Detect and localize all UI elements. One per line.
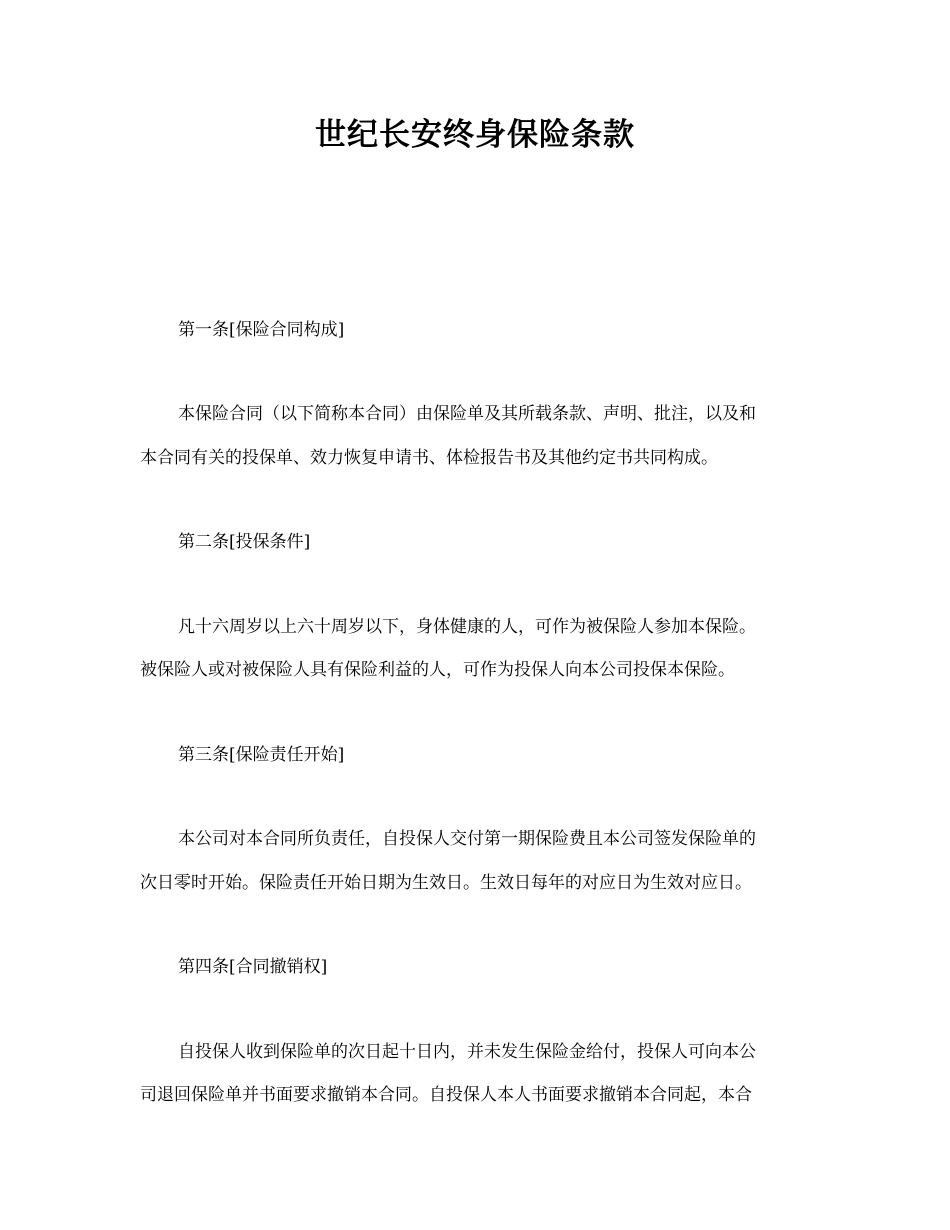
article-3-heading: 第三条[保险责任开始]	[178, 745, 345, 765]
article-4-heading: 第四条[合同撤销权]	[178, 957, 328, 977]
document-title: 世纪长安终身保险条款	[315, 117, 635, 153]
article-2-line-1: 凡十六周岁以上六十周岁以下，身体健康的人，可作为被保险人参加本保险。	[178, 617, 756, 637]
article-1-line-2: 本合同有关的投保单、效力恢复申请书、体检报告书及其他约定书共同构成。	[140, 448, 718, 468]
article-3-line-2: 次日零时开始。保险责任开始日期为生效日。生效日每年的对应日为生效对应日。	[140, 873, 752, 893]
article-2-heading: 第二条[投保条件]	[178, 532, 311, 552]
article-3-line-1: 本公司对本合同所负责任，自投保人交付第一期保险费且本公司签发保险单的	[178, 829, 756, 849]
article-2-line-2: 被保险人或对被保险人具有保险利益的人，可作为投保人向本公司投保本保险。	[140, 660, 735, 680]
article-4-line-2: 司退回保险单并书面要求撤销本合同。自投保人本人书面要求撤销本合同起，本合	[140, 1085, 752, 1105]
article-1-heading: 第一条[保险合同构成]	[178, 320, 345, 340]
article-4-line-1: 自投保人收到保险单的次日起十日内，并未发生保险金给付，投保人可向本公	[178, 1042, 756, 1062]
article-1-line-1: 本保险合同（以下简称本合同）由保险单及其所载条款、声明、批注，以及和	[178, 404, 756, 424]
